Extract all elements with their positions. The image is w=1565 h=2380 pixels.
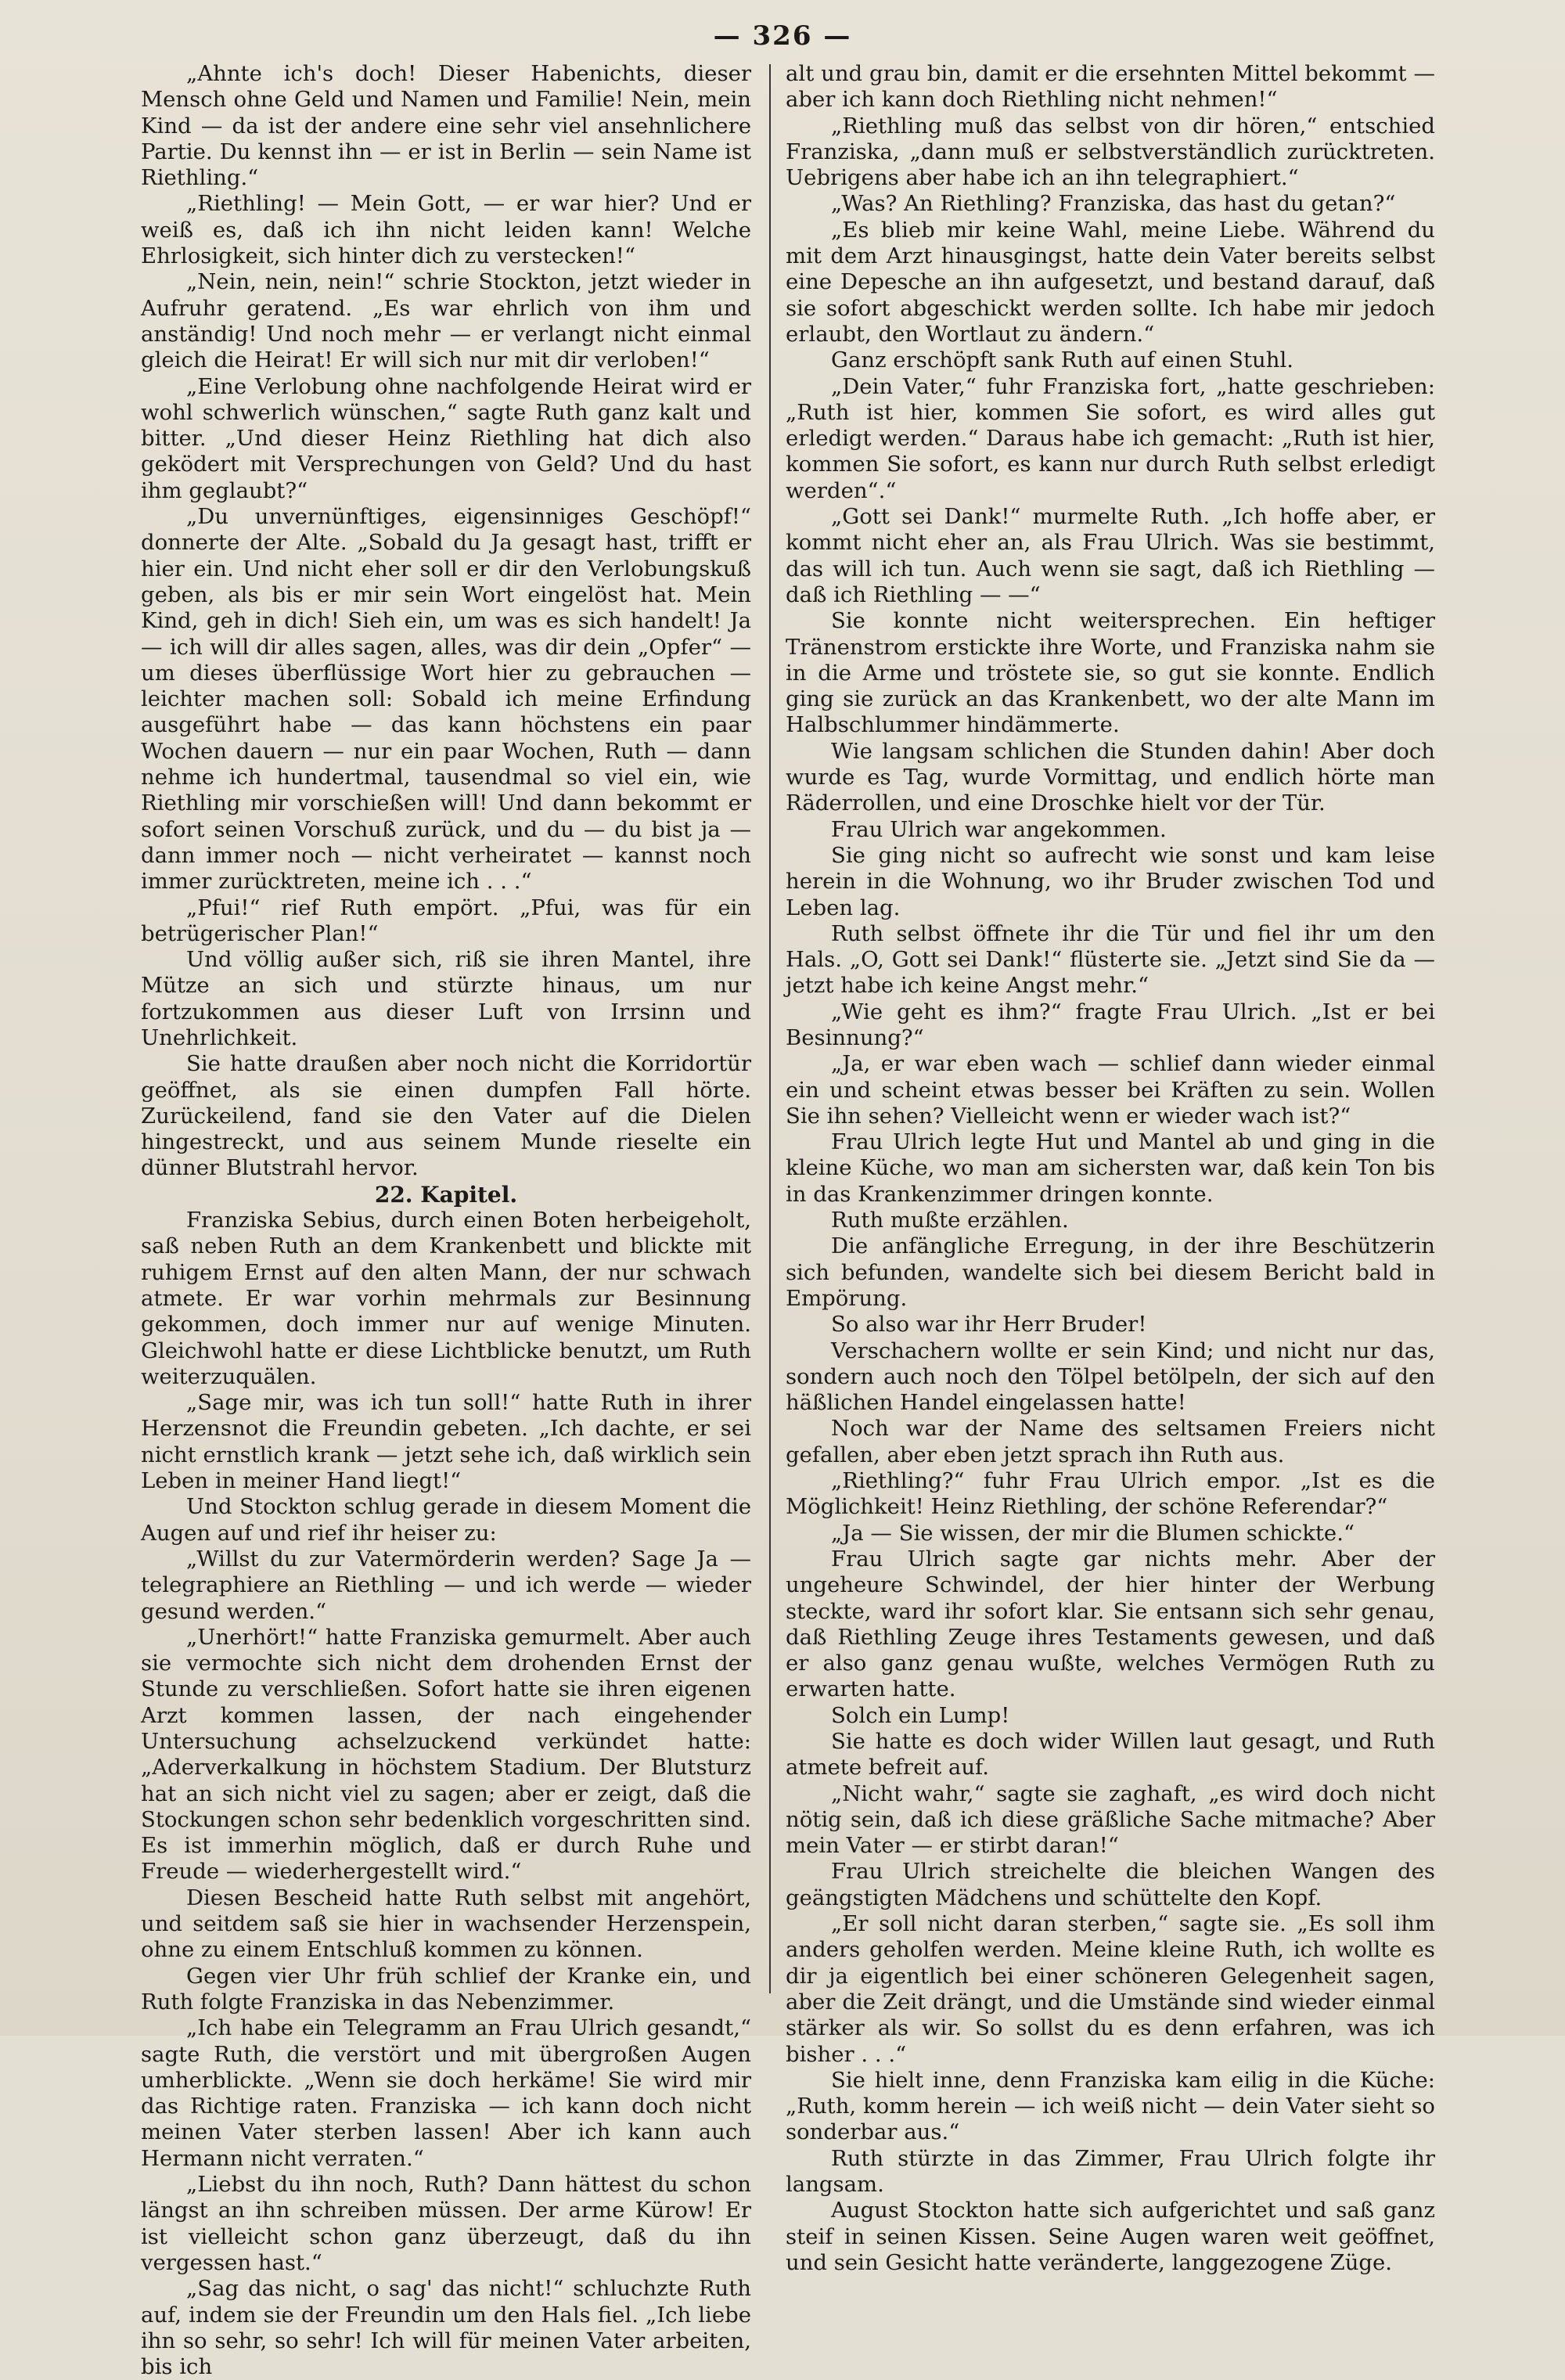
paragraph: „Er soll nicht daran sterben,“ sagte sie. „Es soll ihm anders geholfen werden. Meine kleine Ruth, ich wollte es dir ja eigentlich bei einer schöneren Gelegenheit sagen, aber die Zeit drängt, und die Umstände sind wieder einmal stärker als wir. So sollst du es denn erfahren, was ich bisher . . .“ [786, 1911, 1435, 2067]
paragraph: „Riethling! — Mein Gott, — er war hier? Und er weiß es, daß ich ihn nicht leiden kann! Welche Ehrlosigkeit, sich hinter dich zu verstecken!“ [141, 191, 751, 269]
paragraph: „Sage mir, was ich tun soll!“ hatte Ruth in ihrer Herzensnot die Freundin gebeten. „Ich dachte, er sei nicht ernstlich krank — jetzt sehe ich, daß wirklich sein Leben in meiner Hand liegt!“ [141, 1390, 751, 1494]
page-number: — 326 — [713, 20, 852, 52]
paragraph: Noch war der Name des seltsamen Freiers nicht gefallen, aber eben jetzt sprach ihn Ruth aus. [786, 1416, 1435, 1467]
paragraph: Sie hatte es doch wider Willen laut gesagt, und Ruth atmete befreit auf. [786, 1729, 1435, 1780]
paragraph: Sie ging nicht so aufrecht wie sonst und kam leise herein in die Wohnung, wo ihr Bruder zwischen Tod und Leben lag. [786, 842, 1435, 920]
paragraph: „Eine Verlobung ohne nachfolgende Heirat wird er wohl schwerlich wünschen,“ sagte Ruth ganz kalt und bitter. „Und dieser Heinz Riethling hat dich also geködert mit Versprechungen von Geld? Und du hast ihm geglaubt?“ [141, 373, 751, 503]
paragraph: „Ja, er war eben wach — schlief dann wieder einmal ein und scheint etwas besser bei Kräften zu sein. Wollen Sie ihn sehen? Vielleicht wenn er wieder wach ist?“ [786, 1051, 1435, 1129]
paragraph: „Ich habe ein Telegramm an Frau Ulrich gesandt,“ sagte Ruth, die verstört und mit übergroßen Augen umherblickte. „Wenn sie doch herkäme! Sie wird mir das Richtige raten. Franziska — ich kann doch nicht meinen Vater sterben lassen! Aber ich kann auch Hermann nicht verraten.“ [141, 2015, 751, 2171]
paragraph: „Unerhört!“ hatte Franziska gemurmelt. Aber auch sie vermochte sich nicht dem drohenden Ernst der Stunde zu verschließen. Sofort hatte sie ihren eigenen Arzt kommen lassen, der nach eingehender Untersuchung achselzuckend verkündet hatte: „Aderverkalkung in höchstem Stadium. Der Blutsturz hat an sich nicht viel zu sagen; aber er zeigt, daß die Stockungen schon sehr bedenklich vorgeschritten sind. Es ist immerhin möglich, daß er durch Ruhe und Freude — wiederhergestellt wird.“ [141, 1624, 751, 1885]
paragraph: Wie langsam schlichen die Stunden dahin! Aber doch wurde es Tag, wurde Vormittag, und endlich hörte man Räderrollen, und eine Droschke hielt vor der Tür. [786, 738, 1435, 816]
paragraph: Solch ein Lump! [831, 1702, 1010, 1728]
paragraph: Frau Ulrich streichelte die bleichen Wangen des geängstigten Mädchens und schüttelte den Kopf. [786, 1859, 1435, 1910]
paragraph: Frau Ulrich sagte gar nichts mehr. Aber der ungeheure Schwindel, der hier hinter der Werbung steckte, ward ihr sofort klar. Sie entsann sich sehr genau, daß Riethling Zeuge ihres Testaments gewesen, und daß er also ganz genau wußte, welches Vermögen Ruth zu erwarten hatte. [786, 1546, 1435, 1702]
paragraph: „Ahnte ich's doch! Dieser Habenichts, dieser Mensch ohne Geld und Namen und Familie! Nein, mein Kind — da ist der andere eine sehr viel ansehnlichere Partie. Du kennst ihn — er ist in Berlin — sein Name ist Riethling.“ [141, 61, 751, 191]
paragraph: So also war ihr Herr Bruder! [831, 1312, 1147, 1338]
paragraph: „Nicht wahr,“ sagte sie zaghaft, „es wird doch nicht nötig sein, daß ich diese gräßliche Sache mitmache? Aber mein Vater — er stirbt daran!“ [786, 1780, 1435, 1859]
paragraph: Sie konnte nicht weitersprechen. Ein heftiger Tränenstrom erstickte ihre Worte, und Franziska nahm sie in die Arme und tröstete sie, so gut sie konnte. Endlich ging sie zurück an das Krankenbett, wo der alte Mann im Halbschlummer hindämmerte. [786, 608, 1435, 738]
paragraph: Ruth mußte erzählen. [831, 1208, 1069, 1233]
paragraph-continuation: alt und grau bin, damit er die ersehnten Mittel bekommt — aber ich kann doch Riethling nicht nehmen!“ [786, 61, 1435, 113]
chapter-heading: 22. Kapitel. [374, 1181, 518, 1208]
paragraph: Verschachern wollte er sein Kind; und nicht nur das, sondern auch noch den Tölpel betölpeln, der sich auf den häßlichen Handel eingelassen hatte! [786, 1338, 1435, 1416]
paragraph: „Gott sei Dank!“ murmelte Ruth. „Ich hoffe aber, er kommt nicht eher an, als Frau Ulrich. Was sie bestimmt, das will ich tun. Auch wenn sie sagt, daß ich Riethling — daß ich Riethling — —“ [786, 504, 1435, 607]
paragraph: Diesen Bescheid hatte Ruth selbst mit angehört, und seitdem saß sie hier in wachsender Herzenspein, ohne zu einem Entschluß kommen zu können. [141, 1885, 751, 1963]
paragraph: Ruth selbst öffnete ihr die Tür und fiel ihr um den Hals. „O, Gott sei Dank!“ flüsterte sie. „Jetzt sind Sie da — jetzt habe ich keine Angst mehr.“ [786, 920, 1435, 999]
paragraph: „Liebst du ihn noch, Ruth? Dann hättest du schon längst an ihn schreiben müssen. Der arme Kürow! Er ist vielleicht schon ganz überzeugt, daß du ihn vergessen hast.“ [141, 2172, 751, 2275]
paragraph: Sie hatte draußen aber noch nicht die Korridortür geöffnet, als sie einen dumpfen Fall hörte. Zurückeilend, fand sie den Vater auf die Dielen hingestreckt, und aus seinem Munde rieselte ein dünner Blutstrahl hervor. [141, 1051, 751, 1181]
paragraph: Ruth stürzte in das Zimmer, Frau Ulrich folgte ihr langsam. [786, 2145, 1435, 2198]
paragraph: „Nein, nein, nein!“ schrie Stockton, jetzt wieder in Aufruhr geratend. „Es war ehrlich von ihm und anständig! Und noch mehr — er verlangt nicht einmal gleich die Heirat! Er will sich nur mit dir verloben!“ [141, 269, 751, 373]
paragraph: „Dein Vater,“ fuhr Franziska fort, „hatte geschrieben: „Ruth ist hier, kommen Sie sofort, es wird alles gut erledigt werden.“ Daraus habe ich gemacht: „Ruth ist hier, kommen Sie sofort, es kann nur durch Ruth selbst erledigt werden“.“ [786, 373, 1435, 503]
right-column [786, 61, 1435, 2276]
paragraph: Ganz erschöpft sank Ruth auf einen Stuhl. [831, 347, 1294, 373]
paragraph: Die anfängliche Erregung, in der ihre Beschützerin sich befunden, wandelte sich bei diesem Bericht bald in Empörung. [786, 1233, 1435, 1311]
left-column [141, 61, 751, 2380]
paragraph: „Was? An Riethling? Franziska, das hast du getan?“ [831, 191, 1396, 217]
paragraph: August Stockton hatte sich aufgerichtet und saß ganz steif in seinen Kissen. Seine Augen waren weit geöffnet, und sein Gesicht hatte veränderte, langgezogene Züge. [786, 2198, 1435, 2275]
paragraph: Frau Ulrich legte Hut und Mantel ab und ging in die kleine Küche, wo man am sichersten war, daß kein Ton bis in das Krankenzimmer dringen konnte. [786, 1129, 1435, 1207]
paragraph: Franziska Sebius, durch einen Boten herbeigeholt, saß neben Ruth an dem Krankenbett und blickte mit ruhigem Ernst auf den alten Mann, der nur schwach atmete. Er war vorhin mehrmals zur Besinnung gekommen, doch immer nur auf wenige Minuten. Gleichwohl hatte er diese Lichtblicke benutzt, um Ruth weiterzuquälen. [141, 1208, 751, 1389]
paragraph: „Riethling?“ fuhr Frau Ulrich empor. „Ist es die Möglichkeit! Heinz Riethling, der schöne Referendar?“ [786, 1468, 1435, 1520]
paragraph: „Riethling muß das selbst von dir hören,“ entschied Franziska, „dann muß er selbstverständlich zurücktreten. Uebrigens aber habe ich an ihn telegraphiert.“ [786, 113, 1435, 191]
paragraph: „Du unvernünftiges, eigensinniges Geschöpf!“ donnerte der Alte. „Sobald du Ja gesagt hast, trifft er hier ein. Und nicht eher soll er dir den Verlobungskuß geben, als bis er mir sein Wort eingelöst hat. Mein Kind, geh in dich! Sieh ein, um was es sich handelt! Ja — ich will dir alles sagen, alles, was dir dein „Opfer“ — um dieses überflüssige Wort hier zu gebrauchen — leichter machen soll: Sobald ich meine Erfindung ausgeführt habe — das kann höchstens ein paar Wochen dauern — nur ein paar Wochen, Ruth — dann nehme ich hundertmal, tausendmal so viel ein, wie Riethling mir vorschießen will! Und dann bekommt er sofort seinen Vorschuß zurück, und du — du bist ja — dann immer noch — nicht verheiratet — kannst noch immer zurücktreten, meine ich . . .“ [141, 504, 751, 895]
column-divider [769, 64, 771, 1993]
paragraph: Frau Ulrich war angekommen. [831, 816, 1167, 842]
paragraph: Und völlig außer sich, riß sie ihren Mantel, ihre Mütze an sich und stürzte hinaus, um nur fortzukommen aus dieser Luft von Irrsinn und Unehrlichkeit. [141, 947, 751, 1050]
paragraph: „Wie geht es ihm?“ fragte Frau Ulrich. „Ist er bei Besinnung?“ [786, 999, 1435, 1050]
paragraph: Sie hielt inne, denn Franziska kam eilig in die Küche: „Ruth, komm herein — ich weiß nicht — dein Vater sieht so sonderbar aus.“ [786, 2067, 1435, 2145]
paragraph: „Es blieb mir keine Wahl, meine Liebe. Während du mit dem Arzt hinausgingst, hatte dein Vater bereits selbst eine Depesche an ihn aufgesetzt, und bestand darauf, daß sie sofort abgeschickt werden sollte. Ich habe mir jedoch erlaubt, den Wortlaut zu ändern.“ [786, 217, 1435, 347]
paragraph: „Pfui!“ rief Ruth empört. „Pfui, was für ein betrügerischer Plan!“ [141, 895, 751, 946]
paragraph: „Sag das nicht, o sag' das nicht!“ schluchzte Ruth auf, indem sie der Freundin um den Hals fiel. „Ich liebe ihn so sehr, so sehr! Ich will für meinen Vater arbeiten, bis ich [141, 2276, 751, 2380]
paragraph: „Willst du zur Vatermörderin werden? Sage Ja — telegraphiere an Riethling — und ich werde — wieder gesund werden.“ [141, 1546, 751, 1624]
paragraph: „Ja — Sie wissen, der mir die Blumen schickte.“ [831, 1520, 1355, 1546]
paragraph: Gegen vier Uhr früh schlief der Kranke ein, und Ruth folgte Franziska in das Nebenzimmer. [141, 1963, 751, 2015]
paragraph: Und Stockton schlug gerade in diesem Moment die Augen auf und rief ihr heiser zu: [141, 1494, 751, 1546]
